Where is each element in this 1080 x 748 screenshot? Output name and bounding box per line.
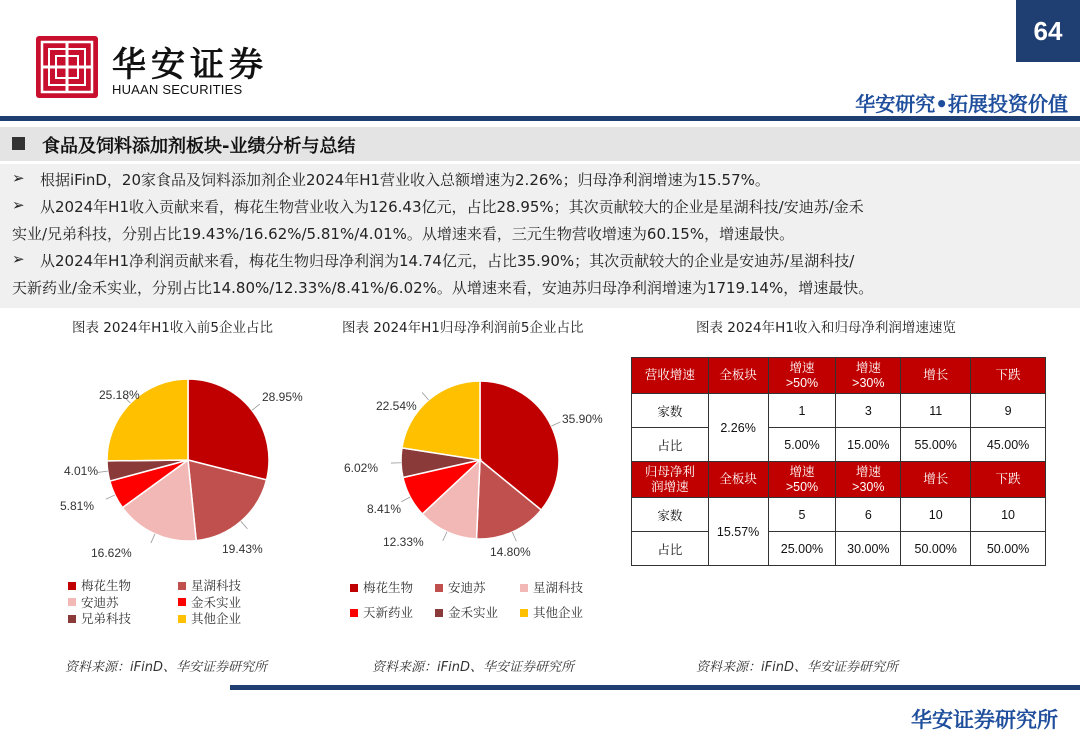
source-note: 资料来源：iFinD、华安证券研究所 [696, 660, 898, 675]
row-label: 占比 [632, 428, 709, 462]
legend-label: 天新药业 [363, 605, 414, 620]
header-cell: 归母净利 润增速 [632, 462, 709, 498]
legend-item [435, 603, 498, 621]
pie-label-1-2: 12.33% [383, 535, 424, 549]
bullet-line: 实业/兄弟科技，分别占比19.43%/16.62%/5.81%/4.01%。从增速来看，三元生物营收增速为60.15%，增速最快。 [12, 225, 795, 243]
pie-leader-1-3 [401, 497, 410, 502]
table-row [632, 428, 1046, 462]
pie-leader-0-3 [106, 495, 115, 499]
header-cell: 全板块 [708, 358, 768, 394]
legend-label: 其他企业 [533, 605, 584, 620]
chart-title-profit: 图表 2024年H1归母净利润前5企业占比 [342, 320, 584, 336]
legend-swatch-icon [520, 609, 528, 617]
table-row [632, 532, 1046, 566]
legend-label: 星湖科技 [191, 578, 242, 593]
arrow-bullet-icon: ➢ [12, 196, 25, 214]
legend-swatch-icon [68, 615, 76, 623]
legend-item [520, 603, 583, 621]
pie-label-1-5: 22.54% [376, 399, 417, 413]
table-cell: 11 [901, 394, 971, 428]
pie-leader-0-4 [98, 471, 108, 472]
table-cell: 6 [836, 498, 901, 532]
legend-item [520, 578, 583, 596]
pie-leader-0-1 [241, 521, 248, 529]
table-header-row [632, 358, 1046, 394]
bullet-line: 从2024年H1收入贡献来看，梅花生物营业收入为126.43亿元，占比28.95%；其次贡献较大的企业是星湖科技/安迪苏/金禾 [40, 198, 864, 216]
legend-item [68, 576, 131, 594]
header-cell: 下跌 [971, 358, 1046, 394]
pie-label-0-3: 5.81% [60, 499, 95, 513]
legend-swatch-icon [350, 609, 358, 617]
pie-label-0-2: 16.62% [91, 546, 132, 560]
footer-org: 华安证券研究所 [911, 708, 1058, 732]
pie-label-1-1: 14.80% [490, 545, 531, 559]
table-header-row [632, 462, 1046, 498]
total-cell: 2.26% [708, 394, 768, 462]
table-cell: 3 [836, 394, 901, 428]
pie-label-1-4: 6.02% [344, 461, 379, 475]
pie-label-0-5: 25.18% [99, 388, 140, 402]
legend-swatch-icon [435, 584, 443, 592]
header-cell: 增速 >50% [768, 462, 836, 498]
legend-label: 梅花生物 [81, 578, 132, 593]
legend-label: 金禾实业 [191, 594, 242, 610]
pie-leader-1-1 [512, 532, 516, 541]
legend-item [68, 593, 119, 611]
legend-swatch-icon [68, 582, 76, 590]
legend-item [178, 609, 241, 627]
legend-item [350, 603, 413, 621]
source-note: 资料来源：iFinD、华安证券研究所 [372, 660, 574, 675]
table-cell: 15.00% [836, 428, 901, 462]
arrow-bullet-icon: ➢ [12, 169, 25, 187]
legend-label: 兄弟科技 [81, 611, 132, 626]
legend-swatch-icon [178, 615, 186, 623]
pie-leader-1-2 [443, 532, 447, 541]
legend-swatch-icon [178, 598, 186, 606]
legend-label: 星湖科技 [533, 580, 584, 595]
header-cell: 增速 >50% [768, 358, 836, 394]
total-cell: 15.57% [708, 498, 768, 566]
source-note: 资料来源：iFinD、华安证券研究所 [65, 660, 267, 675]
row-label: 占比 [632, 532, 709, 566]
legend-label: 梅花生物 [363, 580, 414, 595]
pie-label-0-0: 28.95% [262, 390, 303, 404]
legend-item [178, 593, 241, 611]
table-cell: 5 [768, 498, 836, 532]
table-cell: 5.00% [768, 428, 836, 462]
pie-label-1-3: 8.41% [367, 502, 402, 516]
table-cell: 10 [971, 498, 1046, 532]
table-row [632, 498, 1046, 532]
table-cell: 1 [768, 394, 836, 428]
brand-name-cn: 华安证券 [112, 45, 268, 85]
pie-leader-0-2 [151, 534, 155, 543]
header-tagline: 华安研究•拓展投资价值 [855, 92, 1068, 116]
section-title: 食品及饲料添加剂板块-业绩分析与总结 [42, 136, 356, 157]
legend-label: 金禾实业 [448, 605, 499, 620]
table-cell: 9 [971, 394, 1046, 428]
bullet-line: 根据iFinD，20家食品及饲料添加剂企业2024年H1营业收入总额增速为2.26%；归母净利润增速为15.57%。 [40, 171, 770, 189]
chart-title-growth: 图表 2024年H1收入和归母净利润增速速览 [696, 320, 956, 336]
legend-swatch-icon [520, 584, 528, 592]
growth-summary-table [631, 357, 1046, 566]
legend-item [68, 609, 131, 627]
legend-label: 安迪苏 [81, 594, 119, 610]
header-cell: 增长 [901, 358, 971, 394]
legend-swatch-icon [350, 584, 358, 592]
bullet-line: 天新药业/金禾实业，分别占比14.80%/12.33%/8.41%/6.02%。从增速来看，安迪苏归母净利润增速为1719.14%，增速最快。 [12, 279, 874, 297]
header-cell: 增长 [901, 462, 971, 498]
table-cell: 50.00% [901, 532, 971, 566]
legend-item [350, 578, 413, 596]
legend-item [178, 576, 241, 594]
table-cell: 55.00% [901, 428, 971, 462]
table-cell: 45.00% [971, 428, 1046, 462]
page-number: 64 [1016, 0, 1080, 62]
pie-leader-0-0 [252, 404, 260, 410]
header-cell: 全板块 [708, 462, 768, 498]
footer-divider [230, 685, 1080, 690]
legend-swatch-icon [435, 609, 443, 617]
pie-label-0-1: 19.43% [222, 542, 263, 556]
legend-swatch-icon [178, 582, 186, 590]
bullet-line: 从2024年H1净利润贡献来看，梅花生物归母净利润为14.74亿元，占比35.90%；其次贡献较大的企业是安迪苏/星湖科技/ [40, 252, 855, 270]
arrow-bullet-icon: ➢ [12, 250, 25, 268]
legend-swatch-icon [68, 598, 76, 606]
table-cell: 10 [901, 498, 971, 532]
pie-slice-1-5 [402, 381, 480, 460]
pie-label-1-0: 35.90% [562, 412, 603, 426]
pie-leader-1-5 [422, 392, 429, 400]
chart-title-revenue: 图表 2024年H1收入前5企业占比 [72, 320, 273, 336]
table-row [632, 394, 1046, 428]
legend-label: 其他企业 [191, 611, 242, 626]
legend-item [435, 578, 486, 596]
table-cell: 25.00% [768, 532, 836, 566]
row-label: 家数 [632, 394, 709, 428]
row-label: 家数 [632, 498, 709, 532]
header-cell: 下跌 [971, 462, 1046, 498]
pie-leader-1-0 [551, 422, 560, 426]
legend-label: 安迪苏 [448, 580, 486, 595]
header-cell: 营收增速 [632, 358, 709, 394]
brand-name-en: HUAAN SECURITIES [112, 82, 243, 97]
header-cell: 增速 >30% [836, 358, 901, 394]
pie-label-0-4: 4.01% [64, 464, 99, 478]
table-cell: 50.00% [971, 532, 1046, 566]
header-cell: 增速 >30% [836, 462, 901, 498]
table-cell: 30.00% [836, 532, 901, 566]
